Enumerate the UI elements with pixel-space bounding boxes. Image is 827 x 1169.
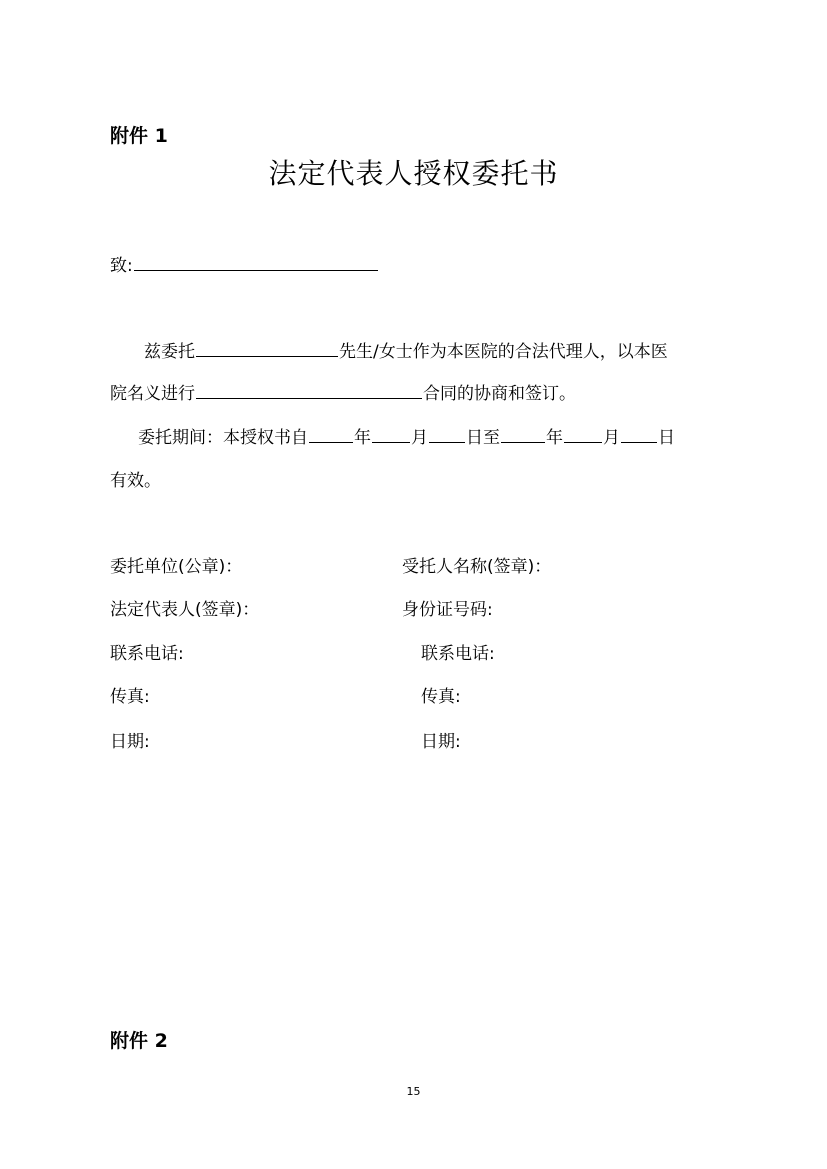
year-label-2: 年	[546, 428, 563, 448]
day-to-label: 日至	[466, 428, 500, 448]
contract-purpose-text: 合同的协商和签订。	[423, 384, 576, 404]
id-number-label: 身份证号码:	[402, 600, 493, 620]
agent-name-blank	[196, 339, 338, 357]
addressee-blank	[134, 253, 378, 271]
addressee-line	[110, 253, 379, 277]
contract-name-blank	[196, 381, 422, 399]
start-year-blank	[309, 425, 353, 443]
trustee-name-label: 受托人名称(签章)：	[402, 557, 552, 577]
month-label: 月	[411, 428, 428, 448]
attachment-2-label: 附件 2	[110, 1030, 168, 1052]
start-month-blank	[372, 425, 410, 443]
year-label: 年	[354, 428, 371, 448]
left-fax-label: 传真:	[110, 687, 150, 707]
legal-rep-label: 法定代表人(签章)：	[110, 600, 260, 620]
right-phone-label: 联系电话:	[421, 644, 495, 664]
to-label: 致:	[110, 256, 133, 276]
paragraph-1-line-1	[144, 339, 668, 363]
left-date-label: 日期:	[110, 732, 150, 752]
end-month-blank	[564, 425, 602, 443]
end-day-blank	[621, 425, 657, 443]
entrust-text: 兹委托	[144, 342, 195, 362]
hospital-name-text: 院名义进行	[110, 384, 195, 404]
period-label: 委托期间：本授权书自	[138, 428, 308, 448]
agent-role-text: 先生/女士作为本医院的合法代理人，以本医	[339, 342, 668, 362]
entrusting-unit-label: 委托单位(公章)：	[110, 557, 243, 577]
period-line	[138, 425, 675, 449]
right-date-label: 日期:	[421, 732, 461, 752]
end-year-blank	[501, 425, 545, 443]
page-number: 15	[406, 1085, 421, 1098]
document-title: 法定代表人授权委托书	[268, 157, 559, 190]
day-label: 日	[658, 428, 675, 448]
month-label-2: 月	[603, 428, 620, 448]
paragraph-1-line-2	[110, 381, 576, 405]
period-effective-text: 有效。	[110, 471, 161, 491]
left-phone-label: 联系电话:	[110, 644, 184, 664]
right-fax-label: 传真:	[421, 687, 461, 707]
attachment-1-label: 附件 1	[110, 125, 168, 147]
start-day-blank	[429, 425, 465, 443]
